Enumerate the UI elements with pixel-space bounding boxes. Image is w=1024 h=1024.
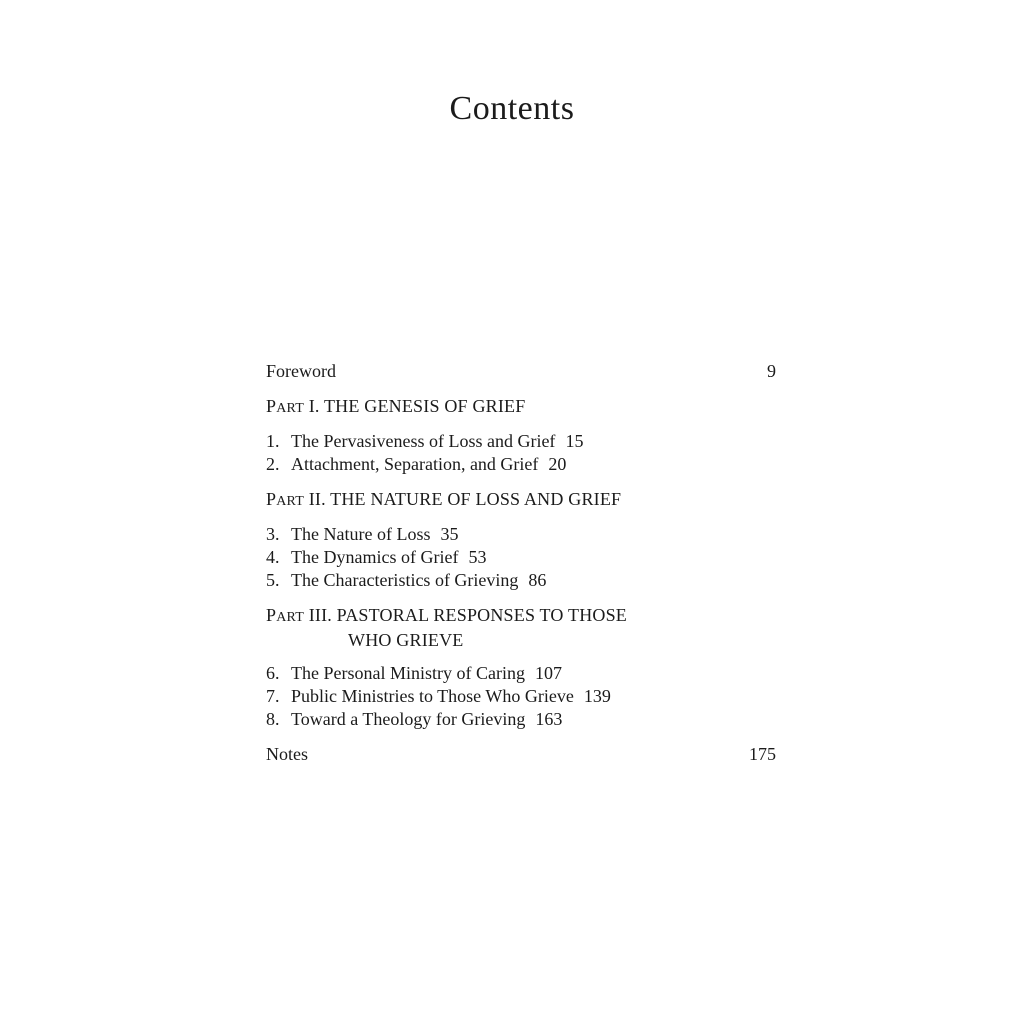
part-prefix-rest: ART [276, 401, 304, 416]
chapter-number: 1. [266, 431, 280, 451]
chapter-number: 7. [266, 686, 280, 706]
foreword-label: Foreword [266, 361, 336, 381]
chapter-page: 35 [440, 524, 459, 544]
chapter-page: 107 [534, 663, 562, 683]
chapter-entry [266, 685, 776, 708]
part-heading-1 [266, 395, 776, 420]
notes-label: Notes [266, 744, 308, 764]
chapter-entry [266, 662, 776, 685]
page-title: Contents [449, 90, 575, 127]
toc-entry-foreword [266, 360, 776, 383]
table-of-contents [266, 360, 776, 766]
chapter-page: 86 [528, 570, 547, 590]
chapter-number: 8. [266, 709, 280, 729]
chapter-page: 20 [548, 454, 567, 474]
notes-page: 175 [749, 744, 776, 764]
chapter-page: 15 [565, 431, 584, 451]
chapter-entry [266, 430, 776, 453]
chapter-number: 3. [266, 524, 280, 544]
chapter-entry [266, 708, 776, 731]
part-heading-3-continuation: WHO GRIEVE [348, 630, 464, 650]
chapter-title: Public Ministries to Those Who Grieve [291, 686, 574, 706]
chapter-title: The Personal Ministry of Caring [291, 663, 525, 683]
chapter-title: Attachment, Separation, and Grief [291, 454, 539, 474]
chapter-title: Toward a Theology for Grieving [291, 709, 526, 729]
foreword-page: 9 [767, 361, 776, 381]
chapter-number: 6. [266, 663, 280, 683]
toc-entry-notes [266, 743, 776, 766]
chapter-number: 4. [266, 547, 280, 567]
chapter-title: The Characteristics of Grieving [291, 570, 519, 590]
chapter-title: The Nature of Loss [291, 524, 431, 544]
part-heading-2 [266, 488, 776, 513]
chapter-entry [266, 523, 776, 546]
part-heading-3 [266, 604, 776, 629]
chapter-page: 163 [535, 709, 563, 729]
part-prefix-rest: ART [276, 610, 304, 625]
chapter-number: 2. [266, 454, 280, 474]
chapter-number: 5. [266, 570, 280, 590]
part-heading-text: II. THE NATURE OF LOSS AND GRIEF [308, 489, 622, 509]
part-prefix-initial: P [266, 396, 277, 416]
chapter-entry [266, 546, 776, 569]
chapter-page: 139 [583, 686, 611, 706]
part-prefix-initial: P [266, 605, 277, 625]
chapter-entry [266, 569, 776, 592]
chapter-title: The Dynamics of Grief [291, 547, 459, 567]
part-heading-text: III. PASTORAL RESPONSES TO THOSE [308, 605, 627, 625]
chapter-page: 53 [468, 547, 487, 567]
part-prefix-initial: P [266, 489, 277, 509]
chapter-entry [266, 453, 776, 476]
chapter-title: The Pervasiveness of Loss and Grief [291, 431, 556, 451]
part-prefix-rest: ART [276, 494, 304, 509]
part-heading-text: I. THE GENESIS OF GRIEF [308, 396, 526, 416]
